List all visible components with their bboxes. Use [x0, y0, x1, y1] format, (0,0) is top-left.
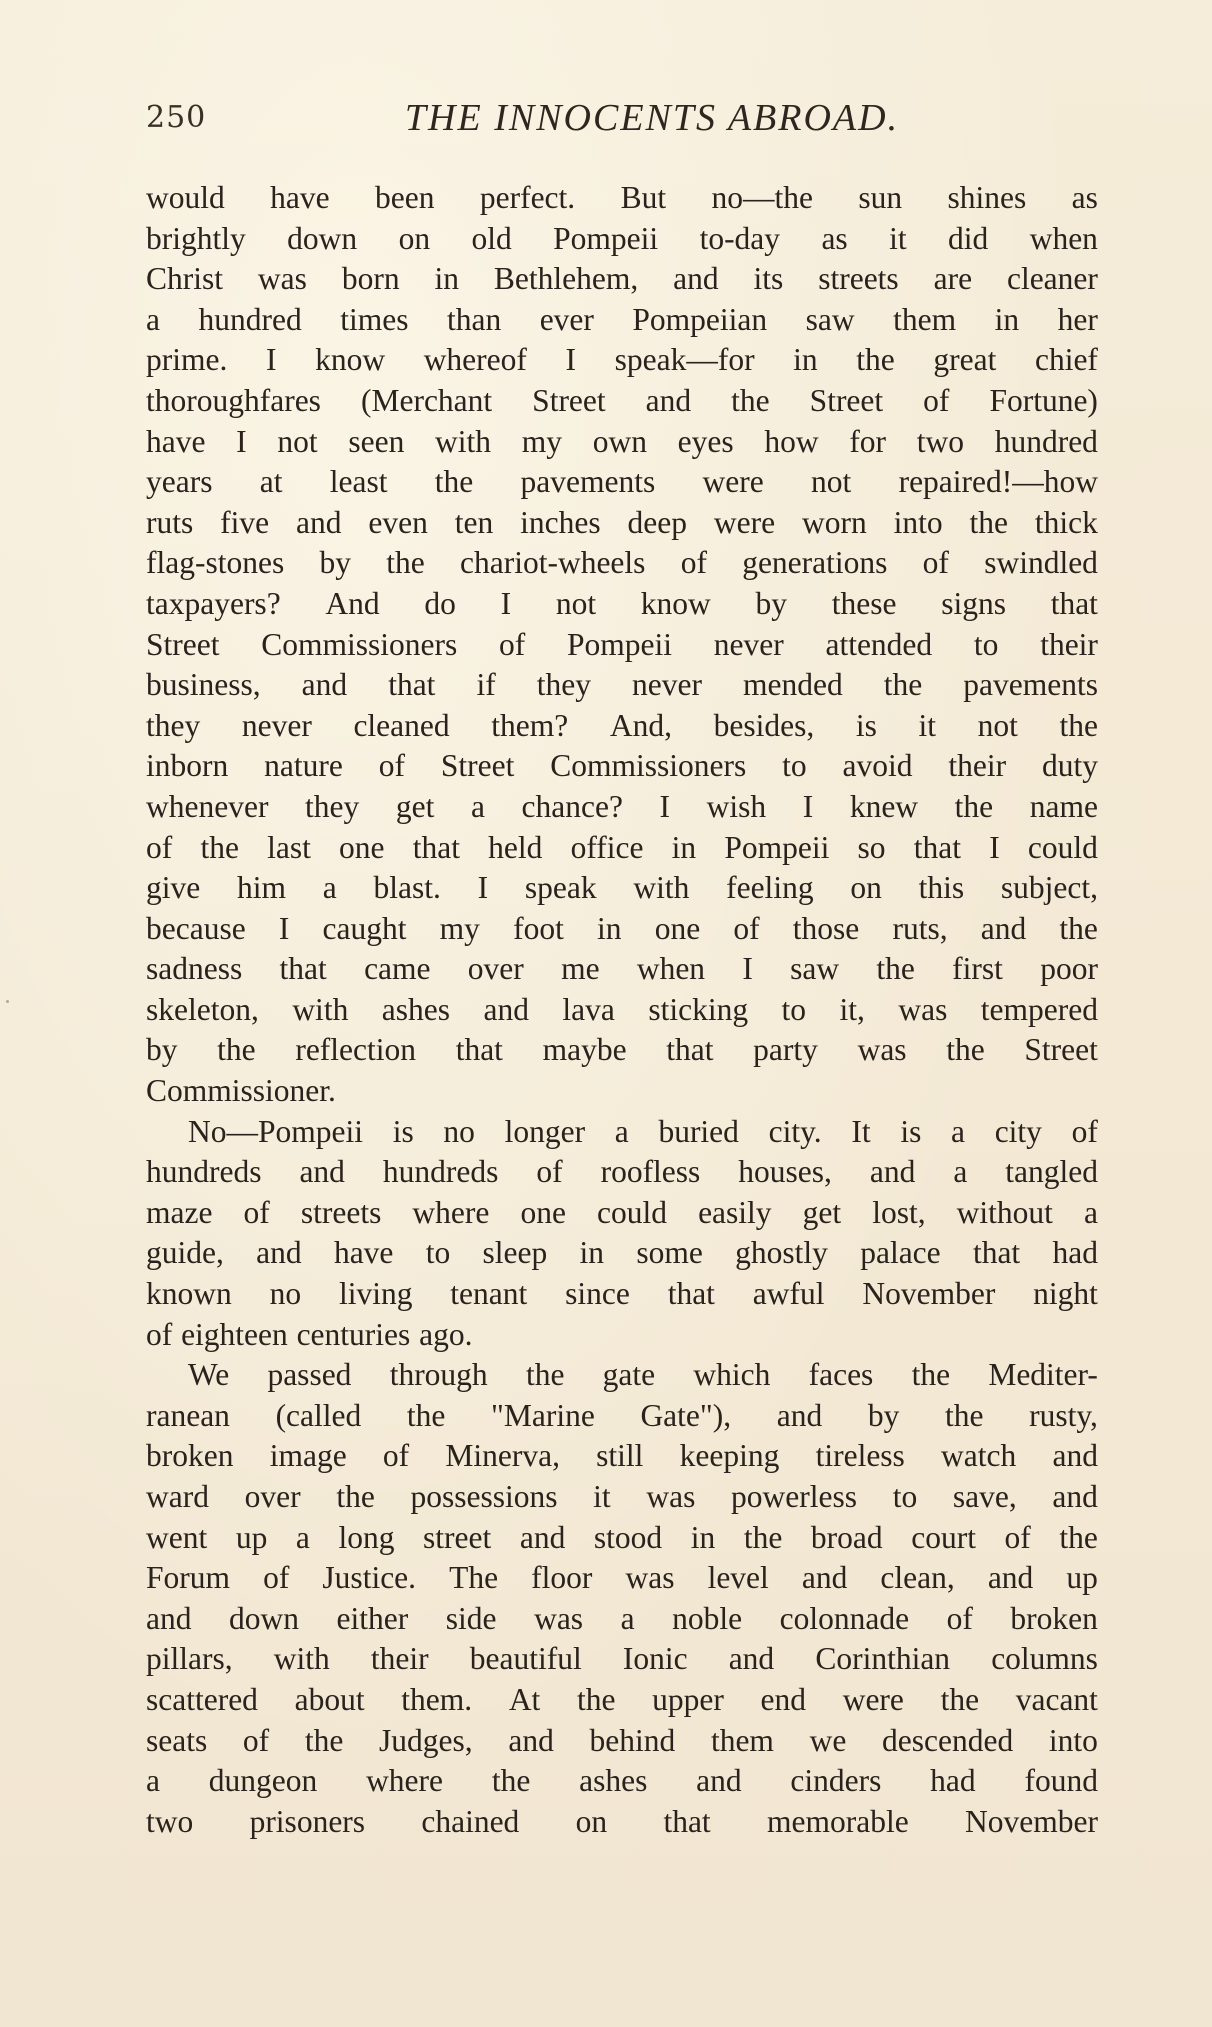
- text-line: of the last one that held office in Pompeii so that I could: [146, 829, 1098, 865]
- text-line: Commissioner.: [146, 1073, 336, 1109]
- text-line: We passed through the gate which faces the Mediter-: [188, 1357, 1098, 1393]
- text-line: ruts five and even ten inches deep were worn into the thick: [146, 504, 1098, 540]
- text-line: maze of streets where one could easily get lost, without a: [146, 1194, 1098, 1230]
- body-text: [146, 178, 1098, 1842]
- text-line: hundreds and hundreds of roofless houses, and a tangled: [146, 1154, 1098, 1190]
- running-head: [146, 92, 1098, 144]
- text-line: would have been perfect. But no—the sun shines as: [146, 180, 1098, 215]
- text-line: of eighteen centuries ago.: [146, 1316, 473, 1352]
- text-line: give him a blast. I speak with feeling on this subject,: [146, 870, 1098, 906]
- text-line: ward over the possessions it was powerless to save, and: [146, 1479, 1098, 1514]
- text-line: prime. I know whereof I speak—for in the great chief: [146, 342, 1098, 378]
- text-line: they never cleaned them? And, besides, is it not the: [146, 707, 1098, 743]
- text-line: business, and that if they never mended the pavements: [146, 667, 1098, 703]
- text-line: flag-stones by the chariot-wheels of generations of swindled: [146, 545, 1098, 581]
- text-line: a hundred times than ever Pompeiian saw them in her: [146, 301, 1098, 337]
- text-line: and down either side was a noble colonnade of broken: [146, 1600, 1098, 1636]
- paper-speck: [6, 1000, 9, 1003]
- text-line: Christ was born in Bethlehem, and its streets are cleaner: [146, 261, 1098, 297]
- text-line: whenever they get a chance? I wish I knew the name: [146, 788, 1098, 824]
- text-line: scattered about them. At the upper end were the vacant: [146, 1681, 1098, 1717]
- text-line: known no living tenant since that awful November night: [146, 1276, 1098, 1312]
- text-line: ranean (called the "Marine Gate"), and by the rusty,: [146, 1397, 1098, 1433]
- text-line: a dungeon where the ashes and cinders had found: [146, 1763, 1098, 1799]
- text-line: inborn nature of Street Commissioners to avoid their duty: [146, 748, 1098, 784]
- text-line: years at least the pavements were not repaired!—how: [146, 464, 1098, 500]
- text-line: Street Commissioners of Pompeii never attended to their: [146, 626, 1098, 662]
- text-line: have I not seen with my own eyes how for two hundred: [146, 423, 1098, 459]
- page-number: 250: [146, 100, 207, 135]
- text-line: seats of the Judges, and behind them we descended into: [146, 1722, 1098, 1758]
- text-line: Forum of Justice. The floor was level and clean, and up: [146, 1560, 1098, 1596]
- text-line: broken image of Minerva, still keeping tireless watch and: [146, 1438, 1098, 1474]
- text-line: pillars, with their beautiful Ionic and Corinthian columns: [146, 1641, 1098, 1677]
- text-line: by the reflection that maybe that party was the Street: [146, 1032, 1098, 1068]
- book-title: THE INNOCENTS ABROAD.: [404, 97, 900, 139]
- text-line: brightly down on old Pompeii to-day as it did when: [146, 220, 1098, 256]
- text-line: went up a long street and stood in the broad court of the: [146, 1519, 1098, 1555]
- text-line: taxpayers? And do I not know by these signs that: [146, 585, 1098, 621]
- text-line: because I caught my foot in one of those ruts, and the: [146, 910, 1098, 946]
- text-line: thoroughfares (Merchant Street and the Street of Fortune): [146, 382, 1098, 418]
- text-line: guide, and have to sleep in some ghostly palace that had: [146, 1235, 1098, 1271]
- text-line: two prisoners chained on that memorable November: [146, 1803, 1098, 1839]
- text-line: No—Pompeii is no longer a buried city. It is a city of: [188, 1113, 1098, 1149]
- text-line: sadness that came over me when I saw the first poor: [146, 951, 1098, 987]
- text-line: skeleton, with ashes and lava sticking to it, was tempered: [146, 991, 1098, 1027]
